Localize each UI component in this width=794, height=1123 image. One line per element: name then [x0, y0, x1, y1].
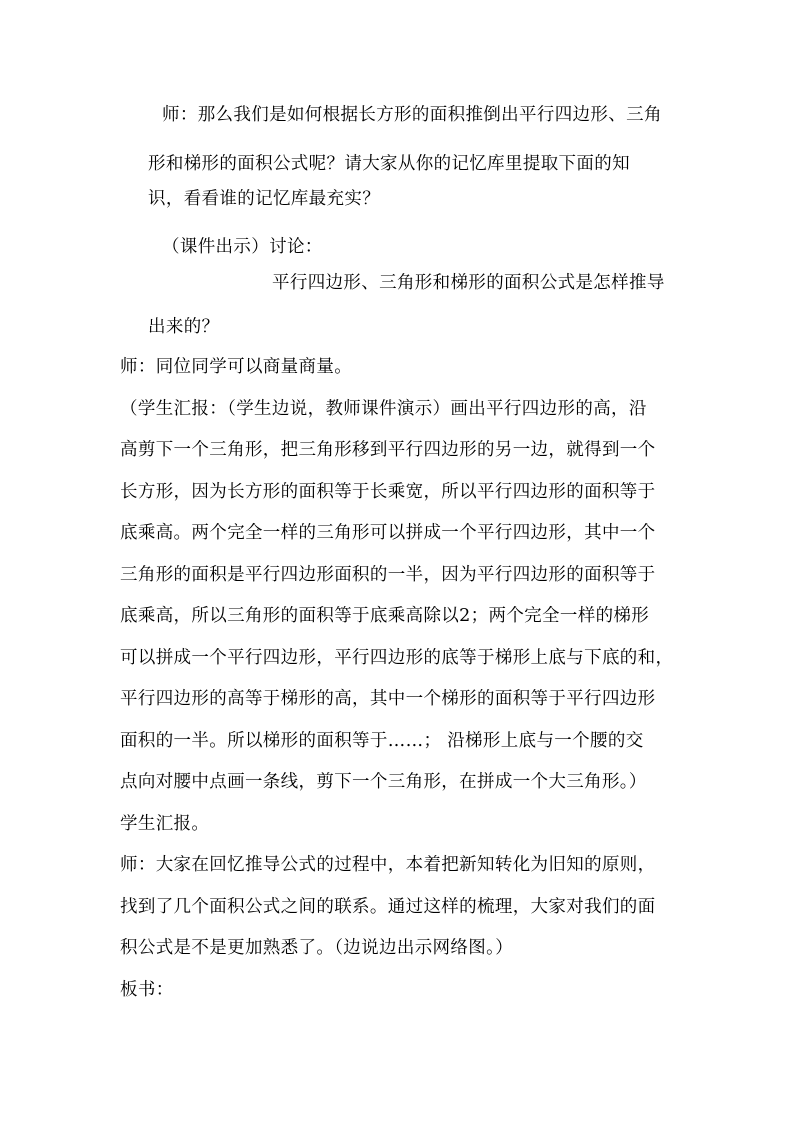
paragraph-line: 板书： — [120, 980, 174, 1000]
paragraph-line: 点向对腰中点画一条线，剪下一个三角形，在拼成一个大三角形。） — [120, 772, 647, 792]
paragraph-line: 底乘高。两个完全一样的三角形可以拼成一个平行四边形，其中一个 — [120, 523, 656, 543]
paragraph-line: 积公式是不是更加熟悉了。（边说边出示网络图。） — [120, 938, 514, 958]
paragraph-line: 底乘高，所以三角形的面积等于底乘高除以2；两个完全一样的梯形 — [120, 606, 650, 626]
paragraph-line: 识，看看谁的记忆库最充实？ — [148, 189, 381, 209]
paragraph-line: 长方形，因为长方形的面积等于长乘宽，所以平行四边形的面积等于 — [120, 482, 656, 502]
paragraph-line: 师：大家在回忆推导公式的过程中，本着把新知转化为旧知的原则， — [120, 855, 656, 875]
paragraph-line: 师：那么我们是如何根据长方形的面积推倒出平行四边形、三角 — [162, 105, 662, 125]
paragraph-line: 师：同位同学可以商量商量。 — [120, 357, 353, 377]
paragraph-line: （学生汇报：（学生边说，教师课件演示）画出平行四边形的高，沿 — [120, 399, 647, 419]
paragraph-line: 学生汇报。 — [120, 814, 210, 834]
paragraph-line: 形和梯形的面积公式呢？请大家从你的记忆库里提取下面的知 — [148, 154, 630, 174]
paragraph-line: 可以拼成一个平行四边形，平行四边形的底等于梯形上底与下底的和， — [120, 648, 674, 668]
paragraph-line: 出来的？ — [148, 317, 220, 337]
paragraph-line: 找到了几个面积公式之间的联系。通过这样的梳理，大家对我们的面 — [120, 897, 656, 917]
paragraph-line: 高剪下一个三角形，把三角形移到平行四边形的另一边，就得到一个 — [120, 440, 656, 460]
paragraph-line: 平行四边形的高等于梯形的高，其中一个梯形的面积等于平行四边形 — [120, 689, 656, 709]
paragraph-line: 面积的一半。所以梯形的面积等于……； 沿梯形上底与一个腰的交 — [120, 731, 644, 751]
paragraph-line: （课件出示）讨论： — [162, 237, 323, 257]
paragraph-line: 平行四边形、三角形和梯形的面积公式是怎样推导 — [272, 273, 665, 293]
paragraph-line: 三角形的面积是平行四边形面积的一半，因为平行四边形的面积等于 — [120, 565, 656, 585]
